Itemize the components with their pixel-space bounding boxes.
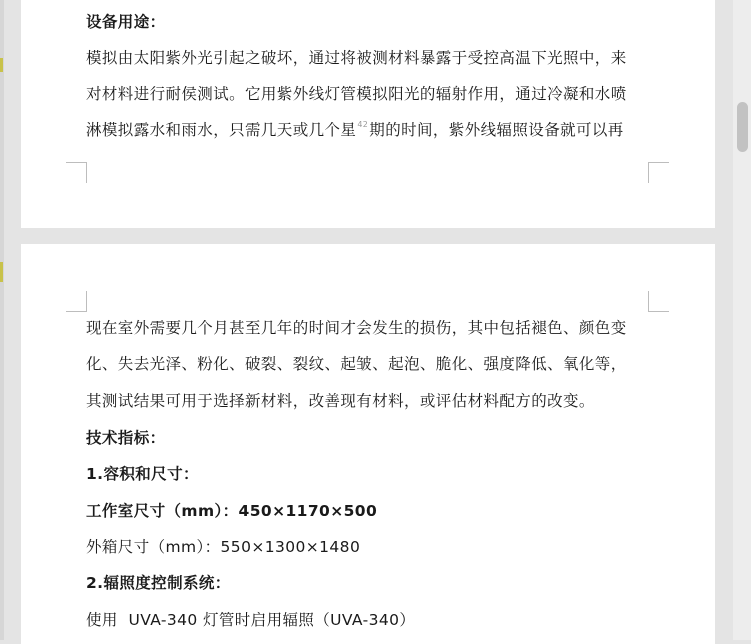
margin-corner-mark xyxy=(648,162,669,183)
paragraph-line xyxy=(86,120,624,143)
section-heading: 1.容积和尺寸： xyxy=(86,465,199,483)
paragraph-text: 淋模拟露水和雨水，只需几天或几个星 xyxy=(86,121,357,139)
paragraph-line: 模拟由太阳紫外光引起之破坏，通过将被测材料暴露于受控高温下光照中，来 xyxy=(86,49,627,67)
margin-corner-mark xyxy=(648,291,669,312)
left-marker xyxy=(0,262,3,282)
margin-corner-mark xyxy=(66,162,87,183)
work-chamber-size: 工作室尺寸（mm）：450×1170×500 xyxy=(86,502,378,520)
paragraph-text: 期的时间，紫外线辐照设备就可以再 xyxy=(369,121,624,139)
scrollbar-thumb[interactable] xyxy=(737,102,748,152)
left-margin-strip xyxy=(0,0,4,640)
margin-corner-mark xyxy=(66,291,87,312)
outer-box-size: 外箱尺寸（mm）：550×1300×1480 xyxy=(86,538,361,556)
vertical-scrollbar[interactable] xyxy=(733,0,751,640)
left-marker xyxy=(0,58,3,72)
section-heading: 2.辐照度控制系统： xyxy=(86,574,231,592)
page-number: 42 xyxy=(357,120,369,129)
paragraph-line: 现在室外需要几个月甚至几年的时间才会发生的损伤，其中包括褪色、颜色变 xyxy=(86,319,627,337)
usage-heading: 设备用途： xyxy=(86,13,166,31)
uva-lamp-line: 使用 UVA-340 灯管时启用辐照（UVA-340） xyxy=(86,611,416,629)
paragraph-line: 其测试结果可用于选择新材料，改善现有材料，或评估材料配方的改变。 xyxy=(86,392,595,410)
document-page xyxy=(21,244,715,644)
paragraph-line: 化、失去光泽、粉化、破裂、裂纹、起皱、起泡、脆化、强度降低、氧化等， xyxy=(86,355,627,373)
document-page xyxy=(21,0,715,228)
paragraph-line: 对材料进行耐侯测试。它用紫外线灯管模拟阳光的辐射作用，通过冷凝和水喷 xyxy=(86,85,627,103)
tech-spec-heading: 技术指标： xyxy=(86,429,166,447)
